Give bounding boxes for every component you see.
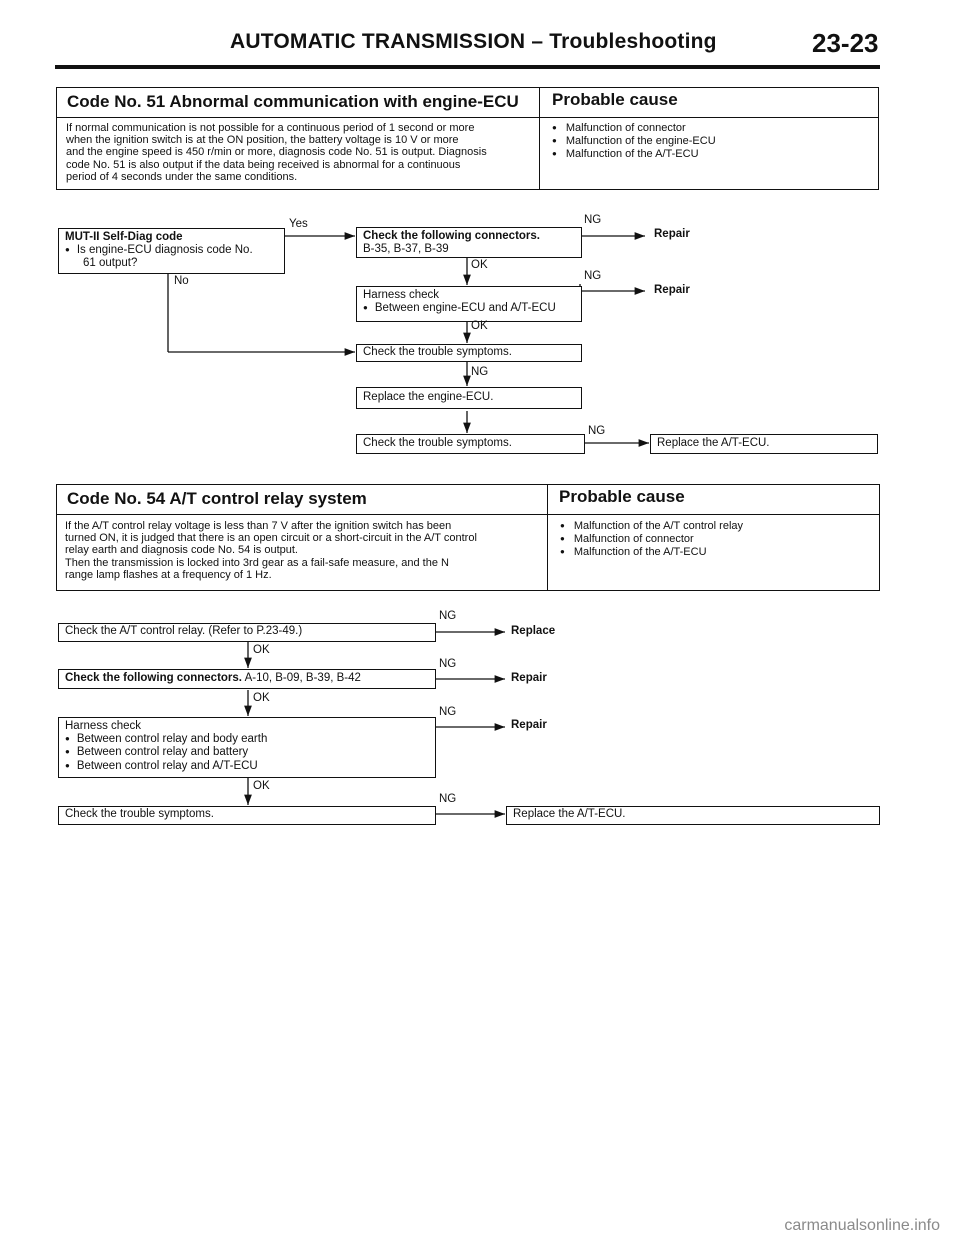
repair-label: Repair	[511, 719, 547, 731]
cause-item: ● Malfunction of connector	[552, 122, 716, 135]
ok-label: OK	[471, 259, 488, 271]
replace-at-ecu-text: Replace the A/T-ECU.	[657, 437, 770, 449]
check-relay-box	[58, 623, 436, 642]
repair-label: Repair	[654, 284, 690, 296]
replace-engine-ecu-text: Replace the engine-ECU.	[363, 391, 494, 403]
ng-label: NG	[471, 366, 489, 378]
mut-question: ● Is engine-ECU diagnosis code No.	[65, 244, 278, 258]
ng-label: NG	[439, 610, 457, 622]
mut-title: MUT-II Self-Diag code	[65, 231, 183, 243]
ok-label: OK	[253, 692, 270, 704]
replace-at-ecu-box-54	[506, 806, 880, 825]
ng-label: NG	[584, 214, 602, 226]
no-label: No	[174, 275, 189, 287]
yes-label: Yes	[289, 218, 308, 230]
ok-label: OK	[253, 780, 270, 792]
replace-at-ecu-text: Replace the A/T-ECU.	[513, 808, 626, 820]
mut-question-2: 61 output?	[83, 257, 138, 269]
cause-item: ● Malfunction of the A/T-ECU	[552, 148, 716, 161]
ok-label: OK	[253, 644, 270, 656]
ng-label: NG	[439, 706, 457, 718]
repair-label: Repair	[511, 672, 547, 684]
harness-item: ● Between control relay and body earth	[65, 733, 429, 747]
cause-item: ● Malfunction of the A/T-ECU	[560, 546, 743, 559]
check-symptoms-text: Check the trouble symptoms.	[363, 437, 512, 449]
check-symptoms-text: Check the trouble symptoms.	[65, 808, 214, 820]
check-connectors-box-54	[58, 669, 436, 689]
harness-item: ● Between engine-ECU and A/T-ECU	[363, 302, 575, 316]
cause-item: ● Malfunction of connector	[560, 533, 743, 546]
check-connectors-title: Check the following connectors.	[65, 672, 242, 684]
code51-title: Code No. 51 Abnormal communication with engine-ECU	[67, 92, 519, 111]
code54-probable-cause-title: Probable cause	[559, 487, 685, 506]
code54-title: Code No. 54 A/T control relay system	[67, 489, 367, 508]
check-symptoms-text: Check the trouble symptoms.	[363, 346, 512, 358]
ng-label: NG	[584, 270, 602, 282]
cause-item: ● Malfunction of the engine-ECU	[552, 135, 716, 148]
ng-label: NG	[439, 793, 457, 805]
code51-description: If normal communication is not possible for a continuous period of 1 second or more when the ignition switch is at the ON position, the battery voltage is 10 V or more and the engine speed is 450 r/min or more, diagnosis code No. 51 is output. Diagnosis code No. 51 is also output if the data being received is abnormal for a continuous period of 4 seconds under the same conditions.	[66, 122, 487, 183]
ng-label: NG	[439, 658, 457, 670]
page-number: 23-23	[812, 28, 879, 58]
harness-item: ● Between control relay and battery	[65, 746, 429, 760]
harness-title: Harness check	[363, 289, 440, 301]
check-symptoms-box-54	[58, 806, 436, 825]
page-title: AUTOMATIC TRANSMISSION – Troubleshooting	[230, 30, 717, 53]
watermark: carmanualsonline.info	[784, 1217, 940, 1234]
harness-item: ● Between control relay and A/T-ECU	[65, 760, 429, 774]
harness-check-box-54	[58, 717, 436, 778]
check-connectors-list: B-35, B-37, B-39	[363, 242, 449, 255]
check-connectors-title: Check the following connectors.	[363, 230, 540, 242]
check-relay-text: Check the A/T control relay. (Refer to P.23-49.)	[65, 625, 303, 637]
ng-label: NG	[588, 425, 606, 437]
replace-label: Replace	[511, 625, 556, 637]
repair-label: Repair	[654, 228, 690, 240]
cause-item: ● Malfunction of the A/T control relay	[560, 520, 743, 533]
check-connectors-list: A-10, B-09, B-39, B-42	[244, 672, 361, 684]
code51-probable-cause-title: Probable cause	[552, 90, 678, 109]
ok-label: OK	[471, 320, 488, 332]
harness-title: Harness check	[65, 720, 142, 732]
code54-description: If the A/T control relay voltage is less than 7 V after the ignition switch has been turned ON, it is judged that there is an open circuit or a short-circuit in the A/T control relay earth and diagnosis code No. 54 is output. Then the transmission is locked into 3rd gear as a fail-safe measure, and the N range lamp flashes at a frequency of 1 Hz.	[65, 520, 477, 581]
